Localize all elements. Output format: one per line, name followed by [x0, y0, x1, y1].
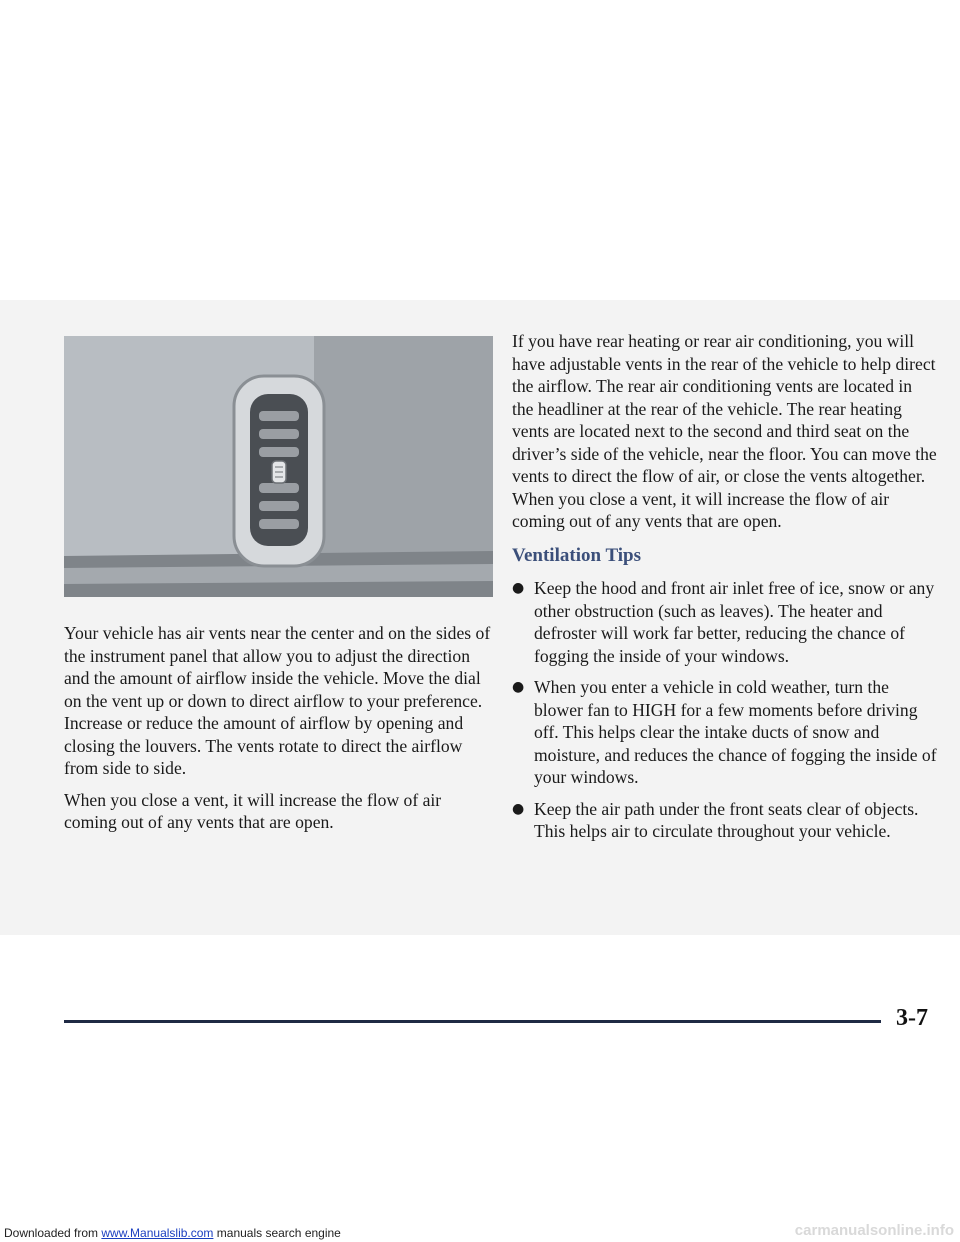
- vent-close-paragraph: When you close a vent, it will increase the flow of air coming out of any vents that are open.: [64, 789, 442, 832]
- list-item: [512, 577, 937, 667]
- footer-prefix: Downloaded from: [4, 1226, 102, 1240]
- tip-text: Keep the air path under the front seats clear of objects. This helps air to circulate throughout your vehicle.: [534, 798, 919, 841]
- tip-text: When you enter a vehicle in cold weather, turn the blower fan to HIGH for a few moments before driving off. This helps clear the intake ducts of snow and moisture, and reduces the chance of fogging the inside of your windows.: [534, 677, 937, 787]
- ventilation-tips-list: [512, 577, 937, 843]
- tip-text: Keep the hood and front air inlet free of ice, snow or any other obstruction (such as leaves). The heater and defroster will work far better, reducing the chance of fogging the inside of your windows.: [534, 578, 935, 666]
- rear-vents-paragraph: If you have rear heating or rear air conditioning, you will have adjustable vents in the rear of the vehicle to help direct the airflow. The rear air conditioning vents are located in the headliner at the rear of the vehicle. The rear heating vents are located next to the second and third seat on the driver’s side of the vehicle, near the floor. You can move the vents to direct the flow of air, or close the vents altogether. When you close a vent, it will increase the flow of air coming out of any vents that are open.: [512, 331, 937, 531]
- manualslib-link[interactable]: www.Manualslib.com: [101, 1226, 214, 1240]
- bullet-icon: ●: [512, 580, 525, 596]
- left-column: [64, 622, 494, 843]
- ventilation-tips-heading: Ventilation Tips: [512, 544, 642, 566]
- list-item: [512, 798, 937, 843]
- download-footer: [4, 1226, 341, 1240]
- footer-suffix: manuals search engine: [213, 1226, 341, 1240]
- watermark: carmanualsonline.info: [794, 1222, 954, 1239]
- footer-rule: [64, 1020, 881, 1023]
- right-column: [512, 330, 937, 852]
- list-item: [512, 676, 937, 789]
- bullet-icon: ●: [512, 800, 525, 817]
- bullet-icon: ●: [512, 679, 525, 695]
- page-number: 3-7: [896, 1005, 928, 1031]
- vent-description-paragraph: Your vehicle has air vents near the center and on the sides of the instrument panel that allow you to adjust the direction and the amount of airflow inside the vehicle. Move the dial on the vent up or down to direct airflow to your preference. Increase or reduce the amount of airflow by opening and closing the louvers. The vents rotate to direct the airflow from side to side.: [64, 623, 491, 778]
- air-vent-photo: [64, 336, 493, 597]
